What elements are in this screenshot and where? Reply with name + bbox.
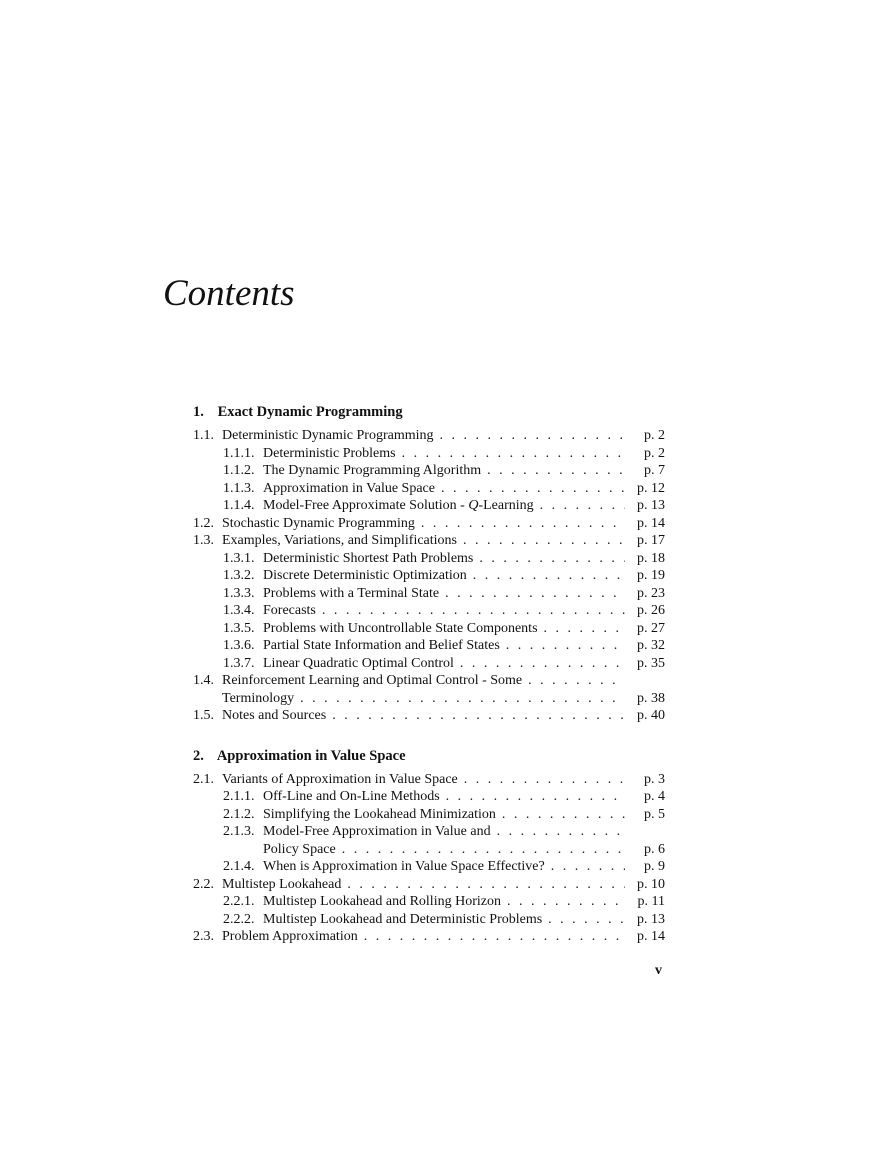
toc-entry[interactable]	[193, 806, 665, 824]
entry-number: 2.1.4.	[223, 859, 255, 874]
entry-number: 2.2.	[193, 876, 214, 892]
entry-page: p. 6	[644, 841, 665, 857]
toc-entry[interactable]	[193, 637, 665, 655]
entry-page: p. 26	[637, 603, 665, 618]
toc-entry[interactable]	[193, 602, 665, 620]
toc-entry[interactable]	[193, 707, 665, 725]
entry-page: p. 13	[637, 498, 665, 513]
entry-number: 1.1.1.	[223, 445, 255, 461]
entry-number: 1.3.5.	[223, 620, 255, 636]
toc-entry[interactable]	[193, 672, 665, 690]
entry-page: p. 40	[637, 708, 665, 723]
toc-entry[interactable]	[193, 550, 665, 568]
entry-number: 2.1.2.	[223, 806, 255, 822]
entry-page: p. 13	[637, 911, 665, 927]
entry-number: 2.2.1.	[223, 894, 255, 909]
entry-title: The Dynamic Programming Algorithm . . .	[263, 462, 625, 480]
toc-entry-continuation[interactable]	[193, 690, 665, 708]
toc-entry-continuation[interactable]	[193, 841, 665, 859]
entry-title: Simplifying the Lookahead Minimization . . .	[263, 806, 625, 824]
entry-title: Problem Approximation . . .	[222, 928, 625, 946]
entry-title: Deterministic Dynamic Programming . . .	[222, 427, 625, 445]
entry-number: 1.3.1.	[223, 550, 255, 566]
toc-entry[interactable]	[193, 532, 665, 550]
toc-entry[interactable]	[193, 480, 665, 498]
entry-number: 1.2.	[193, 515, 214, 531]
entry-title: Examples, Variations, and Simplifications . . .	[222, 532, 625, 550]
toc-entry[interactable]	[193, 497, 665, 515]
entry-page: p. 23	[637, 585, 665, 601]
toc-entry[interactable]	[193, 462, 665, 480]
entry-title: Variants of Approximation in Value Space . . .	[222, 771, 625, 789]
entry-number: 1.1.2.	[223, 463, 255, 478]
entry-number: 2.3.	[193, 929, 214, 944]
toc-entry[interactable]	[193, 928, 665, 946]
entry-page: p. 17	[637, 533, 665, 548]
entry-number: 1.1.	[193, 428, 214, 443]
toc-entry[interactable]	[193, 771, 665, 789]
entry-number: 2.1.3.	[223, 824, 255, 839]
entry-page: p. 2	[644, 428, 665, 443]
entry-title: Forecasts . . .	[263, 602, 625, 620]
entry-page: p. 19	[637, 568, 665, 583]
table-of-contents	[193, 402, 665, 946]
entry-page: p. 4	[644, 789, 665, 804]
page-title: Contents	[163, 273, 295, 314]
entry-title: Reinforcement Learning and Optimal Control - Some . . .	[222, 672, 625, 690]
entry-number: 2.2.2.	[223, 911, 255, 927]
entry-title: Problems with Uncontrollable State Components . . .	[263, 620, 625, 638]
entry-page: p. 32	[637, 638, 665, 653]
entry-page: p. 3	[644, 771, 665, 787]
entry-page: p. 2	[644, 445, 665, 461]
entry-number: 1.3.2.	[223, 568, 255, 583]
toc-entry[interactable]	[193, 911, 665, 929]
entry-number: 1.1.4.	[223, 498, 255, 513]
entry-page: p. 27	[637, 620, 665, 636]
entry-page: p. 5	[644, 806, 665, 822]
entry-title: Multistep Lookahead . . .	[222, 876, 625, 894]
entry-number: 1.3.6.	[223, 638, 255, 653]
toc-entry[interactable]	[193, 620, 665, 638]
entry-page: p. 38	[637, 690, 665, 706]
toc-entry[interactable]	[193, 427, 665, 445]
entry-title-continuation: Terminology . . .	[222, 690, 625, 708]
entry-title: Multistep Lookahead and Rolling Horizon . . .	[263, 893, 625, 911]
chapter-number: 1.	[193, 404, 204, 420]
toc-entry[interactable]	[193, 585, 665, 603]
entry-title: Partial State Information and Belief States . . .	[263, 637, 625, 655]
entry-page: p. 14	[637, 515, 665, 531]
entry-number: 2.1.1.	[223, 789, 255, 804]
entry-title: Notes and Sources . . .	[222, 707, 625, 725]
page-number: v	[655, 963, 662, 978]
entry-page: p. 35	[637, 655, 665, 671]
chapter-heading	[193, 746, 665, 766]
entry-title: Multistep Lookahead and Deterministic Problems . . .	[263, 911, 625, 929]
entry-title: Deterministic Problems . . .	[263, 445, 625, 463]
toc-entry[interactable]	[193, 567, 665, 585]
entry-title: When is Approximation in Value Space Effective? . . .	[263, 858, 625, 876]
entry-title: Discrete Deterministic Optimization . . .	[263, 567, 625, 585]
entry-number: 1.3.7.	[223, 655, 255, 671]
toc-entry[interactable]	[193, 858, 665, 876]
toc-entry[interactable]	[193, 445, 665, 463]
entry-title: Linear Quadratic Optimal Control . . .	[263, 655, 625, 673]
entry-title: Off-Line and On-Line Methods . . .	[263, 788, 625, 806]
entry-title: Model-Free Approximation in Value and . . .	[263, 823, 625, 841]
entry-number: 1.3.	[193, 533, 214, 548]
chapter-heading	[193, 402, 665, 422]
chapter-title: Approximation in Value Space	[216, 747, 406, 764]
toc-entry[interactable]	[193, 893, 665, 911]
toc-entry[interactable]	[193, 876, 665, 894]
entry-title: Stochastic Dynamic Programming . . .	[222, 515, 625, 533]
entry-number: 1.1.3.	[223, 480, 255, 496]
entry-title: Problems with a Terminal State . . .	[263, 585, 625, 603]
entry-page: p. 12	[637, 480, 665, 496]
entry-title-continuation: Policy Space . . .	[263, 841, 625, 859]
entry-title: Deterministic Shortest Path Problems . . .	[263, 550, 625, 568]
entry-page: p. 11	[637, 894, 665, 909]
chapter-number: 2.	[193, 747, 204, 764]
entry-number: 1.5.	[193, 708, 214, 723]
entry-page: p. 7	[644, 463, 665, 478]
entry-number: 1.3.4.	[223, 603, 255, 618]
entry-page: p. 14	[637, 929, 665, 944]
toc-entry[interactable]	[193, 823, 665, 841]
chapter-title: Exact Dynamic Programming	[217, 404, 403, 420]
toc-entry[interactable]	[193, 515, 665, 533]
entry-number: 1.4.	[193, 673, 214, 688]
toc-entry[interactable]	[193, 788, 665, 806]
toc-entry[interactable]	[193, 655, 665, 673]
entry-title: Approximation in Value Space . . .	[263, 480, 625, 498]
entry-number: 1.3.3.	[223, 585, 255, 601]
entry-number: 2.1.	[193, 771, 214, 787]
entry-title: Model-Free Approximate Solution - Q-Learning . . .	[263, 497, 625, 515]
entry-page: p. 9	[644, 859, 665, 874]
entry-page: p. 18	[637, 550, 665, 566]
entry-page: p. 10	[637, 876, 665, 892]
